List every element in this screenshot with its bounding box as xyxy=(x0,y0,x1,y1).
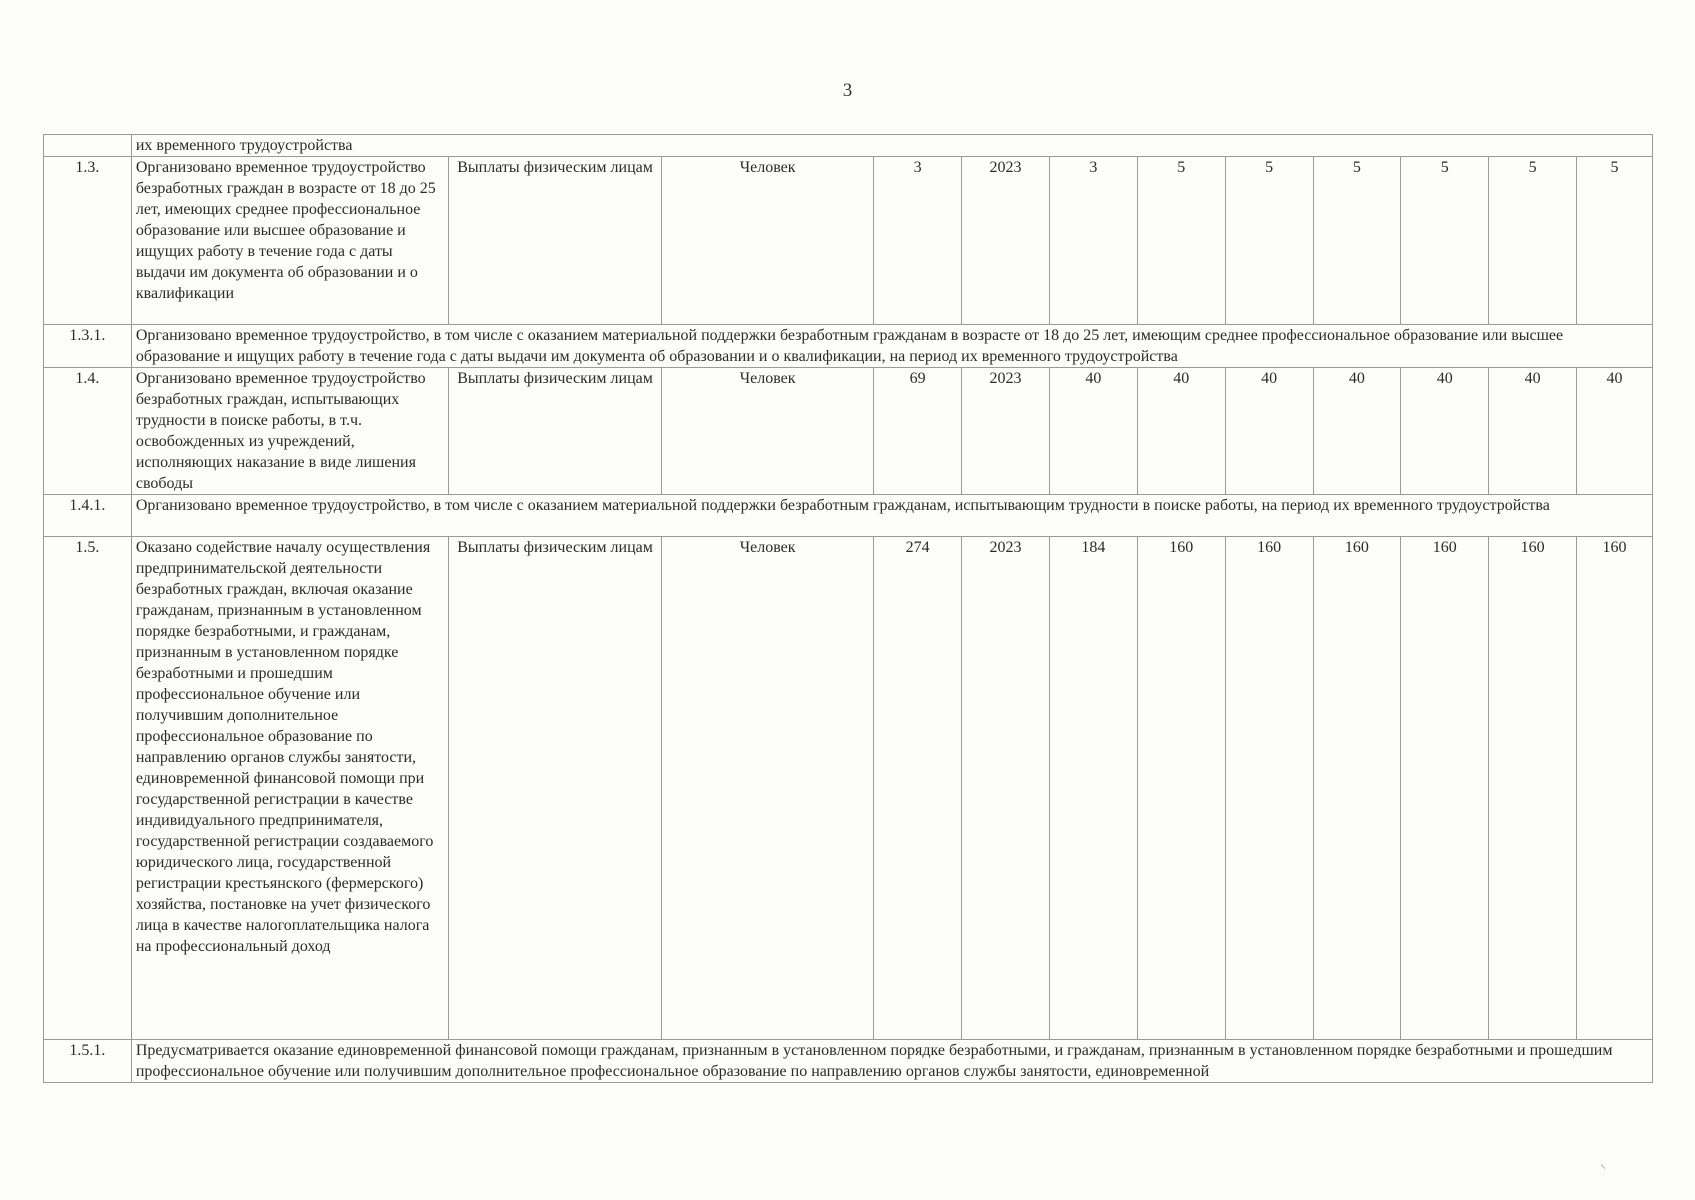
note-text: Организовано временное трудоустройство, в том числе с оказанием материальной поддержки безработным гражданам, испытывающим трудности в поиске работы, на период их временного трудоустройства xyxy=(131,495,1652,537)
note-row xyxy=(44,325,1653,368)
row-code: 1.5.1. xyxy=(44,1040,132,1083)
row-code: 1.3. xyxy=(44,157,132,325)
year-value: 5 xyxy=(1137,157,1225,325)
indicator-name: Оказано содействие началу осуществления предпринимательской деятельности безработных граждан, включая оказание гражданам, признанным в установленном порядке безработными, и гражданам, признанным в установленном порядке безработными и прошедшим профессиональное обучение или получившим дополнительное профессиональное образование по направлению органов службы занятости, единовременной финансовой помощи при государственной регистрации в качестве индивидуального предпринимателя, государственной регистрации создаваемого юридического лица, государственной регистрации крестьянского (фермерского) хозяйства, постановке на учет физического лица в качестве налогоплательщика налога на профессиональный доход xyxy=(131,537,448,1040)
row-code: 1.5. xyxy=(44,537,132,1040)
base-year: 2023 xyxy=(962,157,1050,325)
year-value: 160 xyxy=(1577,537,1653,1040)
year-value: 40 xyxy=(1489,368,1577,495)
row-code xyxy=(44,135,132,157)
base-value: 69 xyxy=(874,368,962,495)
year-value: 5 xyxy=(1401,157,1489,325)
unit: Человек xyxy=(662,157,874,325)
year-value: 160 xyxy=(1313,537,1401,1040)
row-code: 1.4. xyxy=(44,368,132,495)
year-value: 40 xyxy=(1401,368,1489,495)
base-year: 2023 xyxy=(962,368,1050,495)
base-year: 2023 xyxy=(962,537,1050,1040)
year-value: 5 xyxy=(1313,157,1401,325)
year-value: 40 xyxy=(1137,368,1225,495)
note-row xyxy=(44,495,1653,537)
year-value: 40 xyxy=(1049,368,1137,495)
year-value: 5 xyxy=(1489,157,1577,325)
year-value: 3 xyxy=(1049,157,1137,325)
year-value: 184 xyxy=(1049,537,1137,1040)
unit: Человек xyxy=(662,537,874,1040)
year-value: 160 xyxy=(1137,537,1225,1040)
unit: Человек xyxy=(662,368,874,495)
indicators-table xyxy=(43,134,1653,1083)
note-text: Предусматривается оказание единовременной финансовой помощи гражданам, признанным в установленном порядке безработными, и гражданам, признанным в установленном порядке безработными и прошедшим профессиональное обучение или получившим дополнительное профессиональное образование по направлению органов службы занятости, единовременной xyxy=(131,1040,1652,1083)
indicator-name: Организовано временное трудоустройство безработных граждан, испытывающих трудности в поиске работы, в т.ч. освобожденных из учреждений, исполняющих наказание в виде лишения свободы xyxy=(131,368,448,495)
year-value: 160 xyxy=(1489,537,1577,1040)
page-number: 3 xyxy=(842,80,853,101)
year-value: 5 xyxy=(1225,157,1313,325)
year-value: 160 xyxy=(1401,537,1489,1040)
note-text: их временного трудоустройства xyxy=(131,135,1652,157)
note-row xyxy=(44,1040,1653,1083)
base-value: 3 xyxy=(874,157,962,325)
indicator-row xyxy=(44,157,1653,325)
base-value: 274 xyxy=(874,537,962,1040)
note-text: Организовано временное трудоустройство, в том числе с оказанием материальной поддержки безработным гражданам в возрасте от 18 до 25 лет, имеющим среднее профессиональное образование или высшее образование и ищущих работу в течение года с даты выдачи им документа об образовании и о квалификации, на период их временного трудоустройства xyxy=(131,325,1652,368)
year-value: 40 xyxy=(1577,368,1653,495)
year-value: 160 xyxy=(1225,537,1313,1040)
payment-type: Выплаты физическим лицам xyxy=(449,537,662,1040)
row-code: 1.4.1. xyxy=(44,495,132,537)
year-value: 40 xyxy=(1225,368,1313,495)
row-code: 1.3.1. xyxy=(44,325,132,368)
indicator-name: Организовано временное трудоустройство безработных граждан в возрасте от 18 до 25 лет, имеющих среднее профессиональное образование или высшее образование и ищущих работу в течение года с даты выдачи им документа об образовании и о квалификации xyxy=(131,157,448,325)
indicator-row xyxy=(44,368,1653,495)
note-row xyxy=(44,135,1653,157)
indicator-row xyxy=(44,537,1653,1040)
payment-type: Выплаты физическим лицам xyxy=(449,157,662,325)
year-value: 5 xyxy=(1577,157,1653,325)
payment-type: Выплаты физическим лицам xyxy=(449,368,662,495)
year-value: 40 xyxy=(1313,368,1401,495)
scan-artifact: ⸌ xyxy=(1600,1162,1607,1176)
